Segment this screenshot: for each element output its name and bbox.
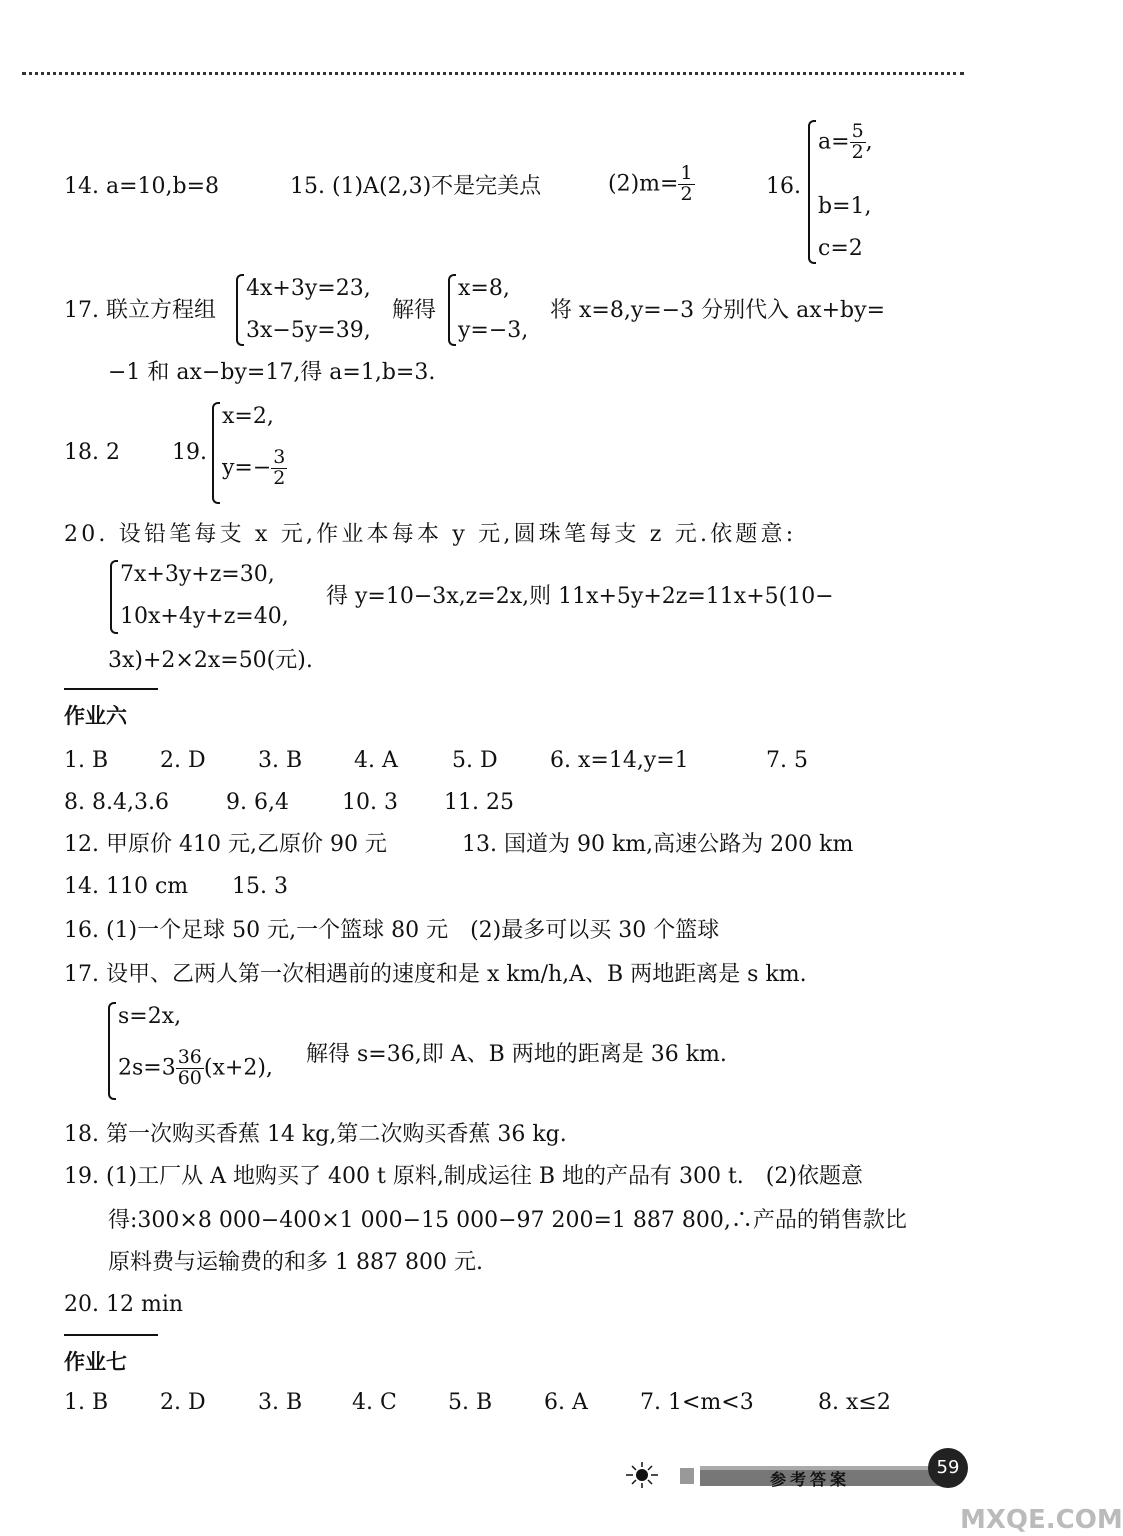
answer-15-part2: [608, 164, 695, 205]
fraction: [850, 122, 866, 163]
eq2-suffix: (x+2),: [203, 1055, 273, 1081]
hw7-answer-1: 1. B: [64, 1390, 109, 1415]
answer-17-label: 17. 联立方程组: [64, 298, 216, 323]
brace: [110, 560, 118, 634]
hw6-answer-3: 3. B: [258, 748, 303, 773]
section-title-hw7: 作业七: [64, 1334, 158, 1376]
denominator: 2: [273, 466, 286, 489]
section-title-hw6: 作业六: [64, 688, 158, 730]
hw6-answer-14: 14. 110 cm: [64, 874, 189, 899]
answer-20-rest: 得 y=10−3x,z=2x,则 11x+5y+2z=11x+5(10−: [326, 584, 834, 609]
answer-19-y-prefix: y=−: [222, 455, 272, 481]
brace: [448, 274, 456, 346]
top-dotted-rule: [22, 72, 964, 75]
hw6-answer-6: 6. x=14,y=1: [550, 748, 689, 773]
hw7-answer-2: 2. D: [160, 1390, 206, 1415]
denominator: 2: [680, 182, 693, 205]
answer-20-eq1: 7x+3y+z=30,: [120, 562, 275, 587]
page-number: 59: [928, 1448, 968, 1488]
watermark: MXQE.COM: [960, 1505, 1123, 1535]
answer-19-x: x=2,: [222, 404, 274, 429]
hw6-answer-16: 16. (1)一个足球 50 元,一个篮球 80 元 (2)最多可以买 30 个篮球: [64, 918, 720, 943]
answer-14: 14. a=10,b=8: [64, 174, 220, 199]
answer-17-rest: 将 x=8,y=−3 分别代入 ax+by=: [550, 298, 886, 323]
answer-17-line2: −1 和 ax−by=17,得 a=1,b=3.: [108, 360, 436, 385]
hw7-answer-7: 7. 1<m<3: [640, 1390, 754, 1415]
hw6-answer-17-eq2: [118, 1048, 273, 1089]
answer-19-y: [222, 448, 287, 489]
hw6-answer-12: 12. 甲原价 410 元,乙原价 90 元: [64, 832, 387, 857]
answer-20-line3: 3x)+2×2x=50(元).: [108, 648, 313, 673]
hw6-answer-8: 8. 8.4,3.6: [64, 790, 169, 815]
answer-20-eq2: 10x+4y+z=40,: [120, 604, 289, 629]
hw6-answer-2: 2. D: [160, 748, 206, 773]
answer-17-sol1: x=8,: [458, 276, 510, 301]
answer-16-c: c=2: [818, 236, 863, 261]
hw6-answer-20: 20. 12 min: [64, 1292, 184, 1317]
hw6-answer-17-line1: 17. 设甲、乙两人第一次相遇前的速度和是 x km/h,A、B 两地距离是 s km.: [64, 962, 807, 987]
numerator: 1: [680, 162, 693, 184]
hw7-answer-8: 8. x≤2: [818, 1390, 891, 1415]
hw6-answer-19-line1: 19. (1)工厂从 A 地购买了 400 t 原料,制成运往 B 地的产品有 300 t. (2)依题意: [64, 1164, 863, 1189]
denominator: 60: [177, 1066, 202, 1089]
numerator: 5: [851, 120, 864, 142]
numerator: 3: [273, 446, 286, 468]
answer-19-label: 19.: [172, 440, 207, 465]
answer-15-part1: 15. (1)A(2,3)不是完美点: [290, 174, 542, 199]
hw7-answer-6: 6. A: [544, 1390, 588, 1415]
answer-17-solve: 解得: [392, 298, 437, 323]
answer-18: 18. 2: [64, 440, 120, 465]
sun-icon: [620, 1462, 664, 1488]
answer-17-eq2: 3x−5y=39,: [246, 318, 371, 343]
hw6-answer-5: 5. D: [452, 748, 498, 773]
fraction: [271, 448, 287, 489]
hw7-answer-4: 4. C: [352, 1390, 397, 1415]
answer-17-eq1: 4x+3y=23,: [246, 276, 371, 301]
brace: [236, 274, 244, 346]
hw6-answer-10: 10. 3: [342, 790, 398, 815]
answer-16-a-prefix: a=: [818, 129, 850, 155]
eq2-prefix: 2s=3: [118, 1055, 176, 1081]
answer-16-b: b=1,: [818, 194, 872, 219]
hw6-answer-7: 7. 5: [766, 748, 808, 773]
hw6-answer-4: 4. A: [354, 748, 398, 773]
hw6-answer-1: 1. B: [64, 748, 109, 773]
fraction: [678, 164, 694, 205]
answer-15-prefix: (2)m=: [608, 171, 679, 197]
fraction: [176, 1048, 204, 1089]
hw6-answer-19-line2: 得:300×8 000−400×1 000−15 000−97 200=1 887 800,∴产品的销售款比: [108, 1208, 907, 1233]
hw6-answer-19-line3: 原料费与运输费的和多 1 887 800 元.: [108, 1250, 483, 1275]
brace: [212, 402, 220, 504]
hw7-answer-5: 5. B: [448, 1390, 493, 1415]
answer-20-line1: 20. 设铅笔每支 x 元,作业本每本 y 元,圆珠笔每支 z 元.依题意:: [64, 522, 797, 547]
hw6-answer-15: 15. 3: [232, 874, 288, 899]
footer-reference-label: 参考答案: [770, 1470, 851, 1489]
hw6-answer-11: 11. 25: [444, 790, 514, 815]
hw6-answer-9: 9. 6,4: [226, 790, 289, 815]
denominator: 2: [851, 140, 864, 163]
brace: [808, 120, 816, 264]
hw6-answer-18: 18. 第一次购买香蕉 14 kg,第二次购买香蕉 36 kg.: [64, 1122, 567, 1147]
answer-17-sol2: y=−3,: [458, 318, 529, 343]
answer-16-a-suffix: ,: [865, 129, 873, 155]
answer-16-label: 16.: [766, 174, 801, 199]
hw6-answer-17-rest: 解得 s=36,即 A、B 两地的距离是 36 km.: [306, 1042, 727, 1067]
hw6-answer-17-eq1: s=2x,: [118, 1004, 182, 1029]
hw6-answer-13: 13. 国道为 90 km,高速公路为 200 km: [462, 832, 854, 857]
hw7-answer-3: 3. B: [258, 1390, 303, 1415]
answer-16-a: [818, 122, 873, 163]
numerator: 36: [177, 1046, 202, 1068]
brace: [108, 1002, 116, 1100]
